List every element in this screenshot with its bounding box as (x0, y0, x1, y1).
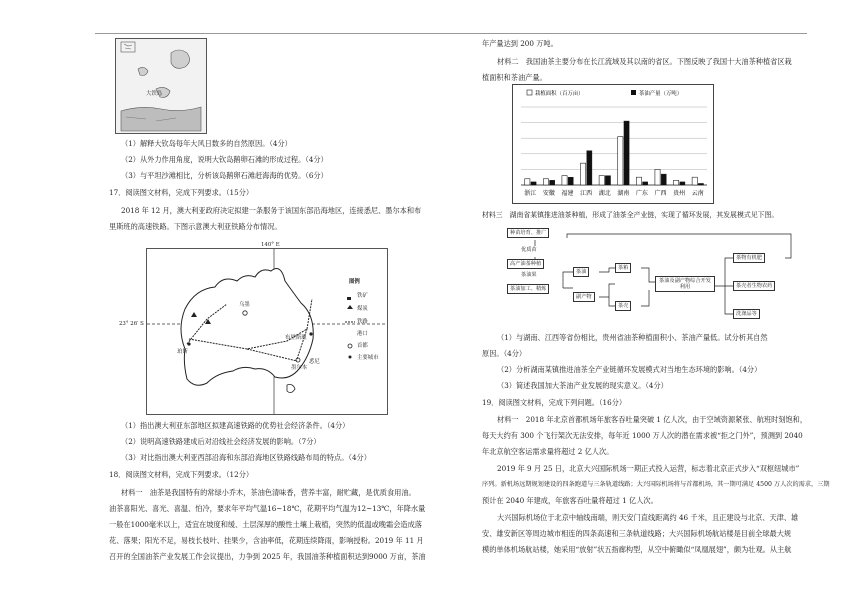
q16-part2: （2）从外力作用角度，说明大钦岛鹅卵石滩的形成过程。（4分） (121, 155, 328, 164)
flow-detergent: 洗涤品等 (733, 309, 760, 319)
legend-title: 图例 (349, 279, 360, 285)
page-top-rule (95, 33, 807, 34)
q18-material-line5: 召开的全国油茶产业发展工作会议提出，力争到 2025 年，我国油茶种植面积达到9000 万亩，茶油 (109, 552, 426, 561)
chart-svg (513, 85, 713, 203)
flow-quality-seedling: 优质苗 (521, 247, 537, 253)
australia-rail-map (119, 242, 388, 415)
q16-part3: （3）与平坦沙滩相比，分析该岛鹅卵石滩赶海海的优势。（6分） (121, 171, 328, 180)
city-perth: 珀斯 (177, 349, 188, 355)
city-melbourne: 墨尔本 (291, 365, 308, 371)
category-label: 浙江 (524, 190, 537, 197)
category-label: 湖南 (617, 190, 630, 197)
q19-material-line2: 每天大约有 300 个飞行架次无法安排，每年近 1000 万人次的潜在需求被“拒之门外”，预测到 2040 (482, 431, 803, 440)
island-map-graphic (116, 39, 206, 133)
legend-swatch-yield (631, 90, 636, 95)
category-label: 广西 (654, 190, 667, 197)
city-sydney: 悉尼 (309, 359, 320, 365)
legend-port: 港口 (357, 331, 368, 337)
australia-map-graphic (147, 249, 387, 414)
category-label: 湖北 (598, 190, 611, 197)
bar-yield-2 (568, 177, 573, 185)
bar-yield-4 (605, 176, 610, 185)
bar-area-1 (543, 179, 548, 185)
flow-shell: 茶壳 (615, 301, 631, 311)
q17-part3: （3）对比指出澳大利亚西部沿海和东部沿海地区铁路线路布局的特点。（4分） (121, 453, 371, 462)
flow-processing: 茶油加工、精炼 (507, 284, 549, 294)
bar-area-0 (525, 179, 530, 185)
circular-economy-flowchart (505, 226, 795, 326)
legend-iron: 铁矿 (357, 293, 368, 299)
legend-swatch-area (527, 90, 532, 95)
flow-cake: 茶粕 (615, 263, 631, 273)
island-label: 大铁岛 (146, 91, 163, 97)
bar-yield-7 (661, 174, 666, 185)
q18-heading: 18．阅读图文材料，完成下列要求。（12分） (109, 470, 254, 479)
category-label: 安徽 (542, 190, 555, 197)
q18-part1-line1: （1）与湖南、江西等省份相比，贵州省油茶种植面积小、茶油产量低。试分析其自然 (497, 333, 768, 342)
q19-material-line3: 年北京航空客运需求量将超过 2 亿人次。 (482, 447, 614, 456)
q19-material-line8: 安、雄安新区等周边城市相连的四条高速和三条轨道线路；大兴国际机场航站楼是目前全球最大规 (482, 529, 792, 538)
bar-area-4 (599, 176, 604, 185)
category-label: 江西 (580, 190, 593, 197)
longitude-label: 140° E (261, 242, 280, 248)
q17-material-line2: 里斯班的高速铁路。下图示意澳大利亚铁路分布情况。 (109, 222, 282, 231)
material2-line1: 材料二 我国油茶主要分布在长江流域及其以南的省区。下图反映了我国十大油茶种植省区栽 (497, 57, 792, 66)
material3-line: 材料三 湖南省某镇推进油茶种植，形成了油茶全产业链，实现了循环发展，其发展模式见下图。 (482, 211, 779, 219)
q19-material-line6: 预计在 2040 年建成，年旅客吞吐量将超过 1 亿人次。 (482, 496, 658, 505)
category-label: 福建 (561, 190, 574, 197)
city-inland: 乌墨 (239, 302, 250, 308)
legend-label-yield: 茶油产量（万吨） (639, 91, 683, 97)
category-label: 贵州 (673, 190, 686, 197)
bar-area-2 (562, 176, 567, 185)
flow-byproduct: 副产物 (573, 292, 595, 302)
flow-seedling: 种苗培育、推广 (507, 228, 549, 238)
q19-material-line1: 材料一 2018 年北京首都机场年旅客吞吐量突破 1 亿人次，由于空域资源紧张、航班时刻饱和， (497, 415, 808, 424)
bar-area-6 (636, 177, 641, 185)
q19-heading: 19．阅读图文材料，完成下列问题。（16分） (482, 398, 627, 407)
flow-planting: 高产油茶种植 (507, 259, 544, 269)
q18-part2: （2）分析湖南某镇推进油茶全产业链循环发展模式对当地生态环境的影响。（4分） (497, 365, 762, 374)
bar-area-7 (655, 169, 660, 185)
bar-area-5 (618, 137, 623, 185)
bar-area-8 (674, 180, 679, 185)
bar-yield-5 (624, 121, 629, 185)
q16-part1: （1）解释大钦岛每年大风日数多的自然原因。（4分） (121, 139, 292, 148)
legend-label-area: 栽植面积（百万亩） (535, 91, 584, 97)
legend-coal: 煤炭 (357, 306, 368, 312)
bar-yield-3 (587, 151, 592, 185)
category-label: 广东 (635, 190, 648, 197)
bar-yield-1 (550, 180, 555, 185)
flow-oil: 茶油 (573, 267, 589, 277)
q18-material-line4: 花、落果；阳光不足，易枝长枝叶、挂果少，含油率低，花期连续降雨，影响授粉。2019 年 11 月 (109, 536, 424, 545)
bar-yield-9 (698, 183, 703, 185)
flow-pesticide: 茶壳者生物农药 (733, 281, 775, 291)
city-brisbane: 布里斯班 (285, 335, 307, 341)
q18-material-line2: 油茶喜阳光、喜光、喜温、怕冷，要求年平均气温16~18℃，花期平均气温为12~13℃，年降水量 (109, 504, 426, 513)
island-map-figure (115, 38, 207, 134)
q18-material-line1: 材料一 油茶是我国特有的常绿小乔木，茶油色清味香，营养丰富，耐贮藏，是优质食用油。 (121, 488, 416, 497)
material2-line2: 植面积和茶油产量。 (482, 73, 547, 82)
legend-city: 主要城市 (357, 355, 379, 361)
q19-material-line4: 2019 年 9 月 25 日，北京大兴国际机场一期正式投入运营，标志着北京正式步入“双枢纽城市” (497, 464, 800, 473)
legend-capital: 首都 (357, 343, 368, 349)
bar-area-9 (692, 177, 697, 185)
q19-material-line9: 模的单体机场航站楼，她采用“放射”状五指廊构型，从空中俯瞰似“凤凰展翅”，颇为壮观。从主航 (482, 545, 792, 554)
q18-part1-line2: 原因。（4分） (482, 349, 527, 358)
bar-yield-0 (531, 182, 536, 185)
category-label: 云南 (691, 190, 704, 197)
bar-yield-8 (680, 182, 685, 185)
q18-part3: （3）简述我国加大茶油产业发展的现实意义。（4分） (497, 381, 668, 390)
q17-part2: （2）说明高速铁路建成后对沿线社会经济发展的影响。（7分） (121, 437, 321, 446)
material1-ending: 年产量达到 200 万吨。 (482, 39, 558, 48)
flow-comprehensive-use: 茶油及副产物综合开发利用 (655, 276, 715, 292)
q17-heading: 17．阅读图文材料，完成下列要求。（15分） (109, 188, 254, 197)
tea-oil-bar-chart (512, 84, 714, 204)
flow-fertilizer: 茶物有机肥 (733, 253, 765, 263)
q19-material-line5: 序列。新机场远期规划建设的四条跑道与三条轨道线路；大兴国际机场将与首都机场，其一期可满足 4500 万人次的需求，三期 (482, 481, 830, 488)
bar-area-3 (581, 163, 586, 185)
q17-part1: （1）指出澳大利亚东部地区拟建高速铁路的优势社会经济条件。（4分） (121, 421, 350, 430)
q18-material-line3: 一般在1000毫米以上，适宜在坡度和缓、土层深厚的酸性土壤上栽植，突然的低温或晚霜会造成落 (109, 520, 422, 529)
legend-rail: 铁路 (357, 319, 368, 325)
bar-yield-6 (643, 182, 648, 185)
latitude-label: 23° 26′ S (119, 321, 144, 327)
q19-material-line7: 大兴国际机场位于北京中轴线南端，则天安门直线距离约 46 千米，且正建设与北京、天津、雄 (497, 513, 799, 522)
q17-material-line1: 2018 年 12 月，澳大利亚政府决定拟建一条服务于该国东部沿海地区，连接悉尼、墨尔本和布 (121, 206, 422, 215)
flow-fruit: 茶油果 (521, 272, 537, 278)
